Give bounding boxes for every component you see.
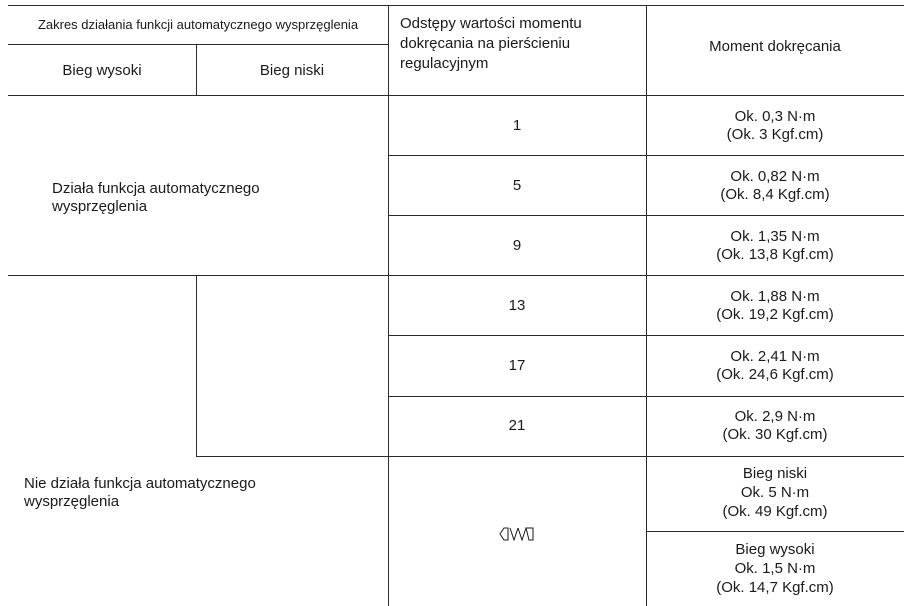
table-line: [8, 44, 388, 45]
torque-nm: Ok. 2,9 N·m: [734, 408, 816, 425]
setting-value: 5: [512, 177, 522, 194]
table-line: [196, 275, 197, 456]
drill-torque-cell: [646, 464, 904, 521]
table-line: [196, 456, 904, 457]
torque-kgf: (Ok. 14,7 Kgf.cm): [716, 579, 834, 596]
setting-value: 1: [512, 117, 522, 134]
header-high-gear: Bieg wysoki: [62, 62, 142, 79]
torque-cell: [646, 348, 904, 384]
clutch-off-label: Nie działa funkcja automatycznego wysprzęglenia: [24, 475, 256, 510]
torque-cell: [646, 228, 904, 264]
setting-value: 9: [512, 237, 522, 254]
drill-torque-cell: [646, 540, 904, 597]
table-line: [8, 5, 904, 6]
torque-cell: [646, 288, 904, 324]
torque-kgf: (Ok. 30 Kgf.cm): [722, 426, 828, 443]
torque-nm: Ok. 0,82 N·m: [730, 168, 820, 185]
torque-nm: Ok. 1,5 N·m: [734, 560, 816, 577]
torque-nm: Ok. 5 N·m: [740, 484, 810, 501]
header-low-gear: Bieg niski: [259, 62, 325, 79]
table-line: [646, 531, 904, 532]
drill-mode-icon: [497, 527, 537, 541]
table-line: [8, 95, 904, 96]
clutch-on-label: Działa funkcja automatycznego wysprzęglenia: [52, 180, 260, 215]
torque-kgf: (Ok. 19,2 Kgf.cm): [716, 306, 834, 323]
torque-nm: Ok. 2,41 N·m: [730, 348, 820, 365]
setting-value: 13: [508, 297, 526, 314]
header-torque: Moment dokręcania: [709, 38, 841, 55]
header-ring-interval: Odstępy wartości momentu dokręcania na pierścieniu regulacyjnym: [400, 15, 582, 72]
torque-cell: [646, 108, 904, 144]
torque-kgf: (Ok. 13,8 Kgf.cm): [716, 246, 834, 263]
torque-cell: [646, 408, 904, 444]
table-line: [8, 275, 904, 276]
torque-kgf: (Ok. 24,6 Kgf.cm): [716, 366, 834, 383]
drill-gear-label: Bieg niski: [742, 465, 808, 482]
torque-kgf: (Ok. 3 Kgf.cm): [726, 126, 824, 143]
torque-kgf: (Ok. 8,4 Kgf.cm): [720, 186, 830, 203]
setting-value: 21: [508, 417, 526, 434]
torque-nm: Ok. 1,88 N·m: [730, 288, 820, 305]
header-range-title: Zakres działania funkcji automatycznego wysprzęglenia: [37, 17, 359, 32]
torque-nm: Ok. 1,35 N·m: [730, 228, 820, 245]
drill-gear-label: Bieg wysoki: [735, 541, 815, 558]
torque-kgf: (Ok. 49 Kgf.cm): [722, 503, 828, 520]
torque-cell: [646, 168, 904, 204]
torque-nm: Ok. 0,3 N·m: [734, 108, 816, 125]
setting-value: 17: [508, 357, 526, 374]
